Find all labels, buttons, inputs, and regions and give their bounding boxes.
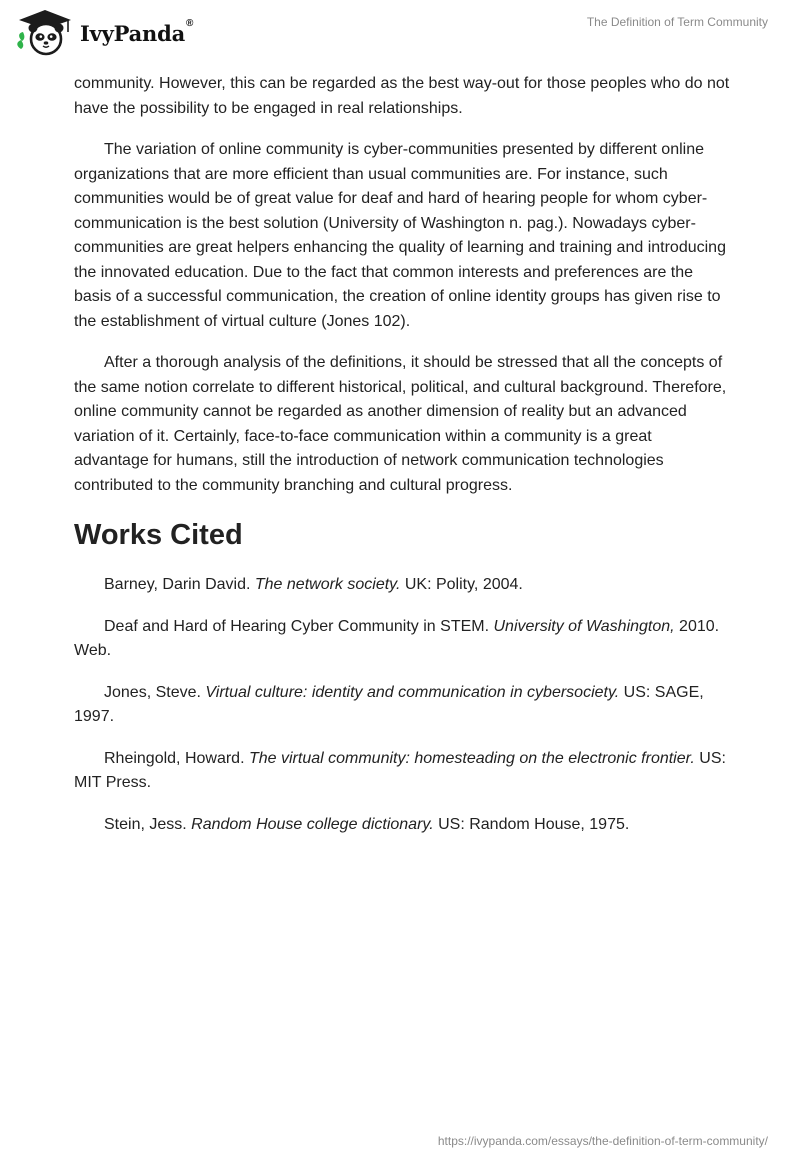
citation-title: University of Washington, bbox=[493, 617, 675, 635]
works-cited-heading: Works Cited bbox=[74, 519, 243, 551]
citation-entry: Barney, Darin David. The network society. UK: Polity, 2004. bbox=[104, 576, 523, 593]
panda-graduate-icon bbox=[16, 8, 74, 56]
registered-mark: ® bbox=[186, 17, 194, 29]
body-paragraph: The variation of online community is cyber-communities presented by different online organizations that are more efficient than usual communities are. For instance, such communities would be of great value for deaf and hard of hearing people for whom cyber-communication is the best solution (University of Washington n. pag.). Nowadays cyber-communities are great helpers enhancing the quality of learning and training and introducing the innovated education. Due to the fact that common interests and preferences are the basis of a successful communication, the creation of online identity groups has given rise to the establishment of virtual culture (Jones 102). bbox=[74, 141, 726, 330]
citation-entry: Deaf and Hard of Hearing Cyber Community in STEM. University of Washington, 2010. Web. bbox=[74, 617, 720, 659]
citation-entry: Stein, Jess. Random House college dictionary. US: Random House, 1975. bbox=[104, 815, 630, 833]
citation-title: The virtual community: homesteading on the electronic frontier. bbox=[248, 749, 695, 767]
body-paragraph: After a thorough analysis of the definitions, it should be stressed that all the concepts of the same notion correlate to different historical, political, and cultural background. Therefore, online community cannot be regarded as another dimension of reality but an advanced variation of it. Certainly, face-to-face communication within a community is a great advantage for humans, still the introduction of network communication technologies contributed to the community branching and cultural progress. bbox=[74, 354, 727, 494]
page-header bbox=[0, 0, 800, 70]
document-title: The Definition of Term Community bbox=[586, 15, 768, 29]
body-paragraph: community. However, this can be regarded as the best way-out for those peoples who do not have the possibility to be engaged in real relationships. bbox=[74, 75, 730, 117]
citation-title: Virtual culture: identity and communication in cybersociety. bbox=[205, 683, 620, 701]
citation-title: Random House college dictionary. bbox=[191, 815, 434, 833]
brand-logo[interactable] bbox=[16, 8, 193, 56]
brand-name: IvyPanda® bbox=[80, 17, 194, 46]
citation-title: The network society. bbox=[254, 576, 401, 593]
citation-entry: Jones, Steve. Virtual culture: identity and communication in cybersociety. US: SAGE, 1997. bbox=[74, 683, 704, 725]
source-url-link[interactable]: https://ivypanda.com/essays/the-definition-of-term-community/ bbox=[437, 1134, 768, 1148]
essay-content bbox=[74, 72, 730, 854]
citation-entry: Rheingold, Howard. The virtual community: homesteading on the electronic frontier. US: MIT Press. bbox=[74, 749, 726, 791]
